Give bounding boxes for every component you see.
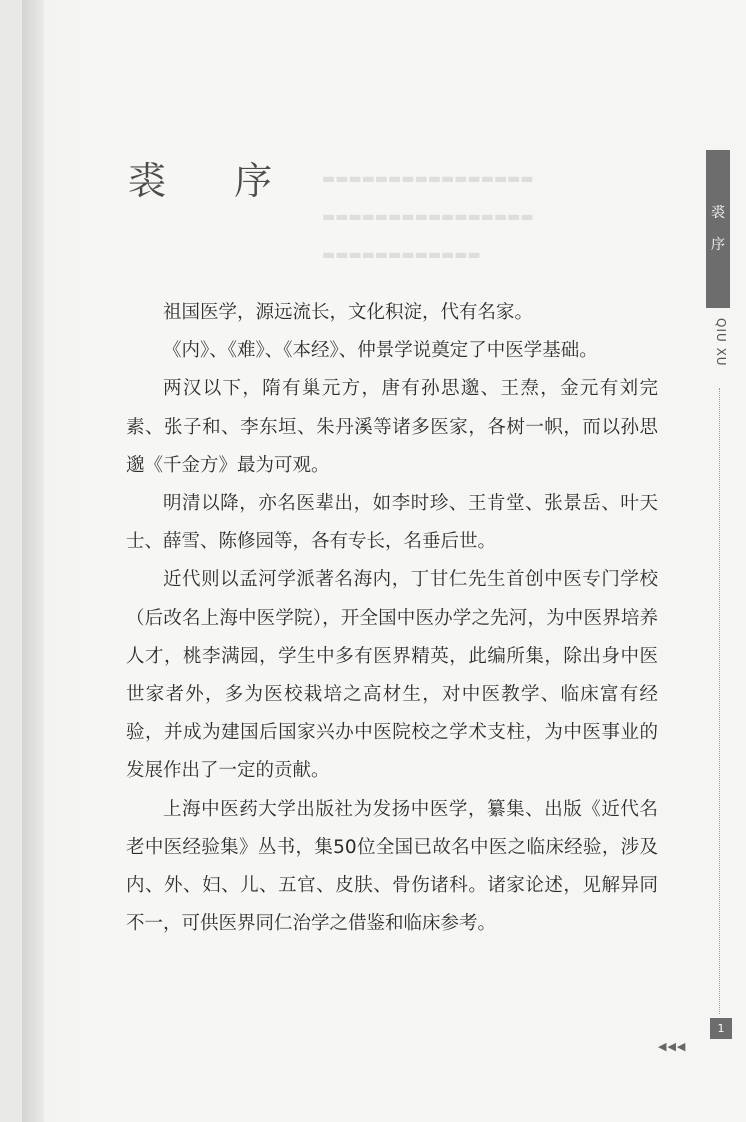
paragraph: 祖国医学，源远流长，文化积淀，代有名家。 [163, 302, 534, 323]
bleed-through-texture: ▬▬▬▬▬▬▬▬▬▬▬▬▬▬▬▬ ▬▬▬▬▬▬▬▬▬▬▬▬▬▬▬▬ ▬▬▬▬▬▬▬▬▬▬▬▬ [322, 171, 534, 263]
paragraph: 明清以降，亦名医辈出，如李时珍、王肯堂、张景岳、叶天士、薛雪、陈修园等，各有专长，名垂后世。 [126, 493, 658, 553]
margin-dotted-line [719, 388, 720, 1014]
side-tab-char-1: 裘 [711, 205, 725, 221]
paragraph: 近代则以孟河学派著名海内，丁甘仁先生首创中医专门学校（后改名上海中医学院），开全国中医办学之先河，为中医界培养人才，桃李满园，学生中多有医界精英，此编所集，除出身中医世家者外，多为医校栽培之高材生，对中医教学、临床富有经验，并成为建国后国家兴办中医院校之学术支柱，为中医事业的发展作出了一定的贡献。 [126, 569, 658, 782]
book-page [22, 0, 746, 1122]
page-arrows-icon: ◀◀◀ [658, 1040, 687, 1053]
chapter-side-tab [706, 150, 730, 308]
paragraph: 两汉以下，隋有巢元方，唐有孙思邈、王焘，金元有刘完素、张子和、李东垣、朱丹溪等诸多医家，各树一帜，而以孙思邈《千金方》最为可观。 [126, 378, 658, 476]
page-number: 1 [710, 1018, 732, 1039]
preface-body [126, 294, 658, 943]
paragraph: 《内》、《难》、《本经》、仲景学说奠定了中医学基础。 [163, 340, 598, 362]
preface-title: 裘 序 [128, 159, 301, 203]
side-tab-pinyin: QIU XU [714, 318, 728, 367]
side-tab-char-2: 序 [711, 237, 725, 253]
paragraph: 上海中医药大学出版社为发扬中医学，纂集、出版《近代名老中医经验集》丛书，集50位全国已故名中医之临床经验，涉及内、外、妇、儿、五官、皮肤、骨伤诸科。诸家论述，见解异同不一，可供医界同仁治学之借鉴和临床参考。 [126, 798, 658, 935]
binding-shadow [22, 0, 44, 1122]
